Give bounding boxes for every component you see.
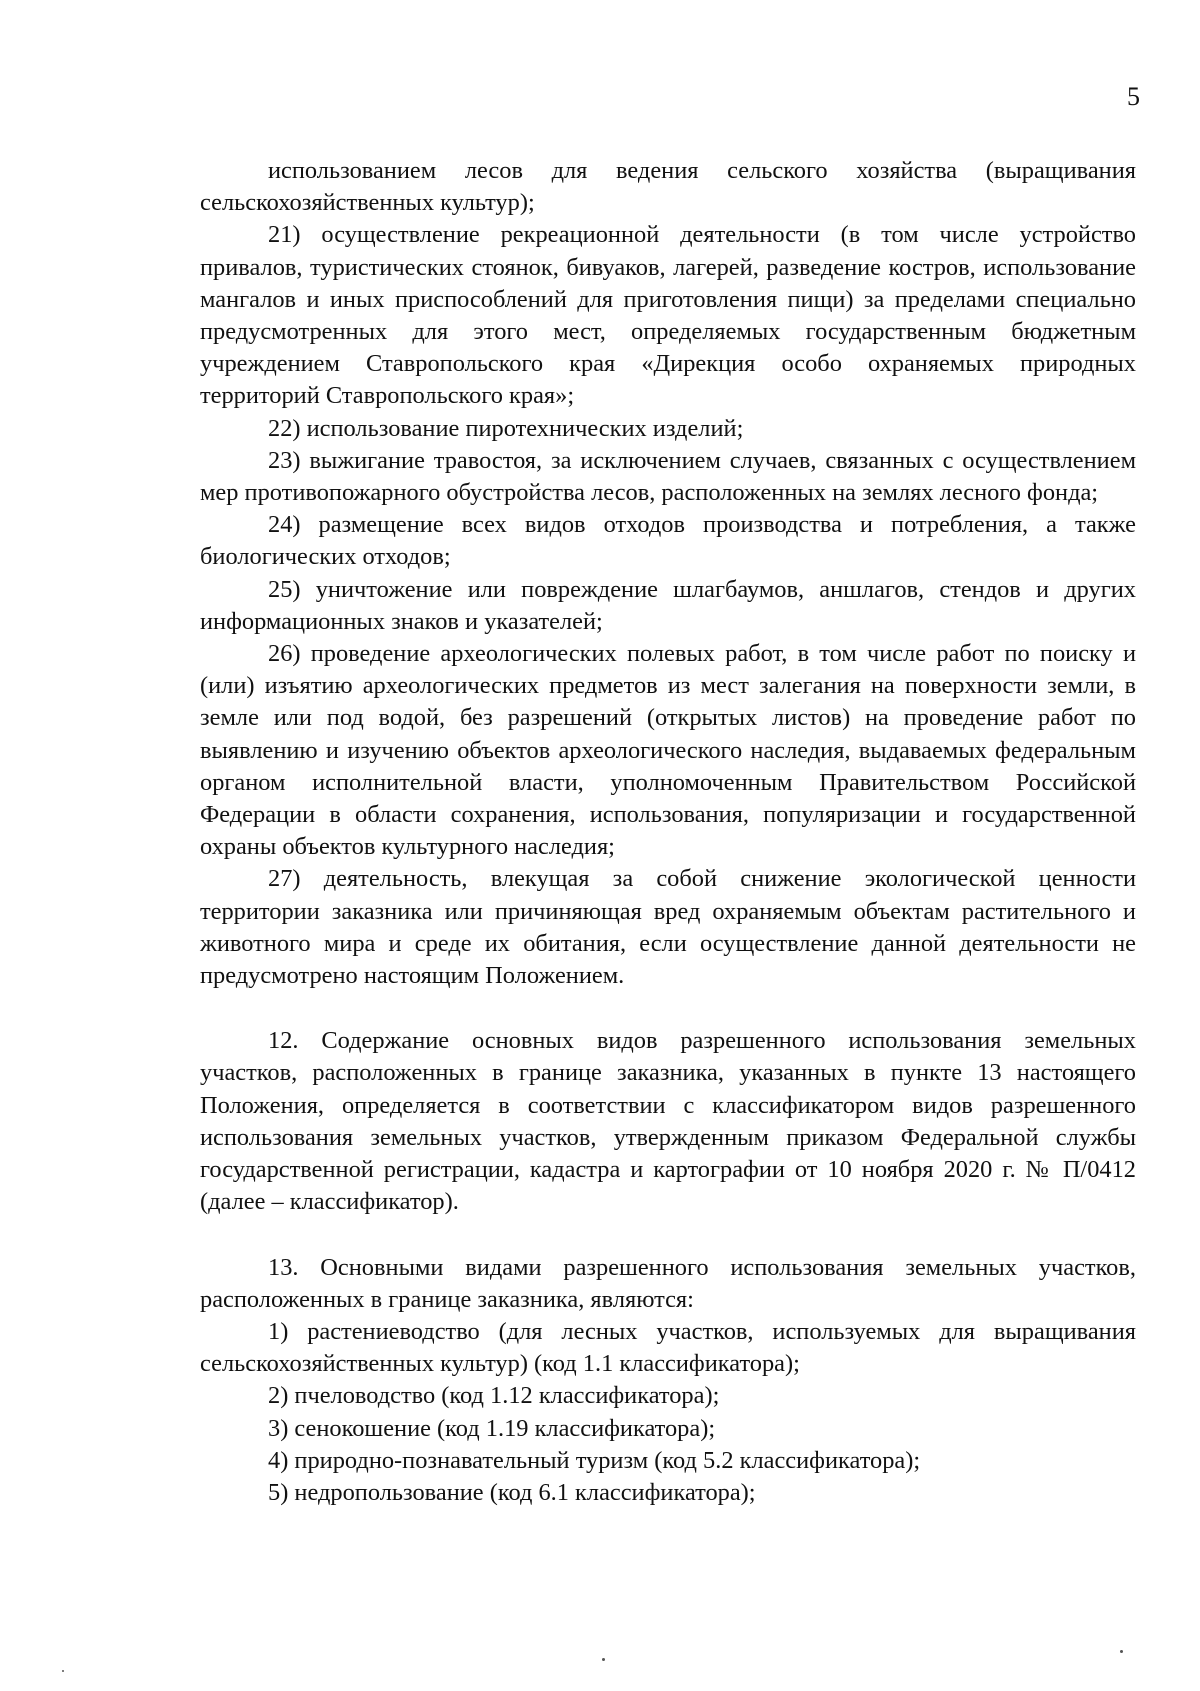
scan-speck — [1120, 1650, 1123, 1653]
paragraph-item-24: 24) размещение всех видов отходов производства и потребления, а также биологических отходов; — [200, 511, 1136, 571]
list-item-2: 2) пчеловодство (код 1.12 классификатора); — [268, 1382, 720, 1410]
paragraph-section-12: 12. Содержание основных видов разрешенного использования земельных участков, расположенных в границе заказника, указанных в пункте 13 настоящего Положения, определяется в соответствии с классификатором видов разрешенного использования земельных участков, утвержденным приказом Федеральной службы государственной регистрации, кадастра и картографии от 10 ноября 2020 г. № П/0412 (далее – классификатор). — [200, 1027, 1136, 1216]
list-item-4: 4) природно-познавательный туризм (код 5.2 классификатора); — [268, 1446, 921, 1474]
paragraph-forest-agriculture: использованием лесов для ведения сельского хозяйства (выращивания сельскохозяйственных культур); — [200, 157, 1136, 217]
scan-speck — [62, 1670, 64, 1672]
paragraph-item-26: 26) проведение археологических полевых работ, в том числе работ по поиску и (или) изъятию археологических предметов из мест залегания на поверхности земли, в земле или под водой, без разрешений (открытых листов) на проведение работ по выявлению и изучению объектов археологического наследия, выдаваемых федеральным органом исполнительной власти, уполномоченным Правительством Российской Федерации в области сохранения, использования, популяризации и государственной охраны объектов культурного наследия; — [200, 640, 1136, 861]
list-item-1: 1) растениеводство (для лесных участков, используемых для выращивания сельскохозяйственных культур) (код 1.1 классификатора); — [200, 1317, 1136, 1378]
paragraph-item-25: 25) уничтожение или повреждение шлагбаумов, аншлагов, стендов и других информационных знаков и указателей; — [200, 575, 1136, 635]
paragraph-item-22: 22) использование пиротехнических изделий; — [268, 414, 744, 442]
document-body — [200, 155, 1136, 1509]
paragraph-item-23: 23) выжигание травостоя, за исключением случаев, связанных с осуществлением мер противопожарного обустройства лесов, расположенных на землях лесного фонда; — [200, 446, 1136, 507]
page-number: 5 — [1127, 82, 1140, 111]
list-item-5: 5) недропользование (код 6.1 классификатора); — [268, 1478, 756, 1506]
paragraph-item-27: 27) деятельность, влекущая за собой снижение экологической ценности территории заказника или причиняющая вред охраняемым объектам растительного и животного мира и среде их обитания, если осуществление данной деятельности не предусмотрено настоящим Положением. — [200, 865, 1136, 990]
list-item-3: 3) сенокошение (код 1.19 классификатора); — [268, 1414, 716, 1442]
paragraph-section-13: 13. Основными видами разрешенного использования земельных участков, расположенных в границе заказника, являются: — [200, 1253, 1136, 1313]
paragraph-item-21: 21) осуществление рекреационной деятельности (в том числе устройство привалов, туристических стоянок, бивуаков, лагерей, разведение костров, использование мангалов и иных приспособлений для приготовления пищи) за пределами специально предусмотренных для этого мест, определяемых государственным бюджетным учреждением Ставропольского края «Дирекция особо охраняемых природных территорий Ставропольского края»; — [200, 221, 1136, 410]
scan-speck — [602, 1658, 605, 1661]
